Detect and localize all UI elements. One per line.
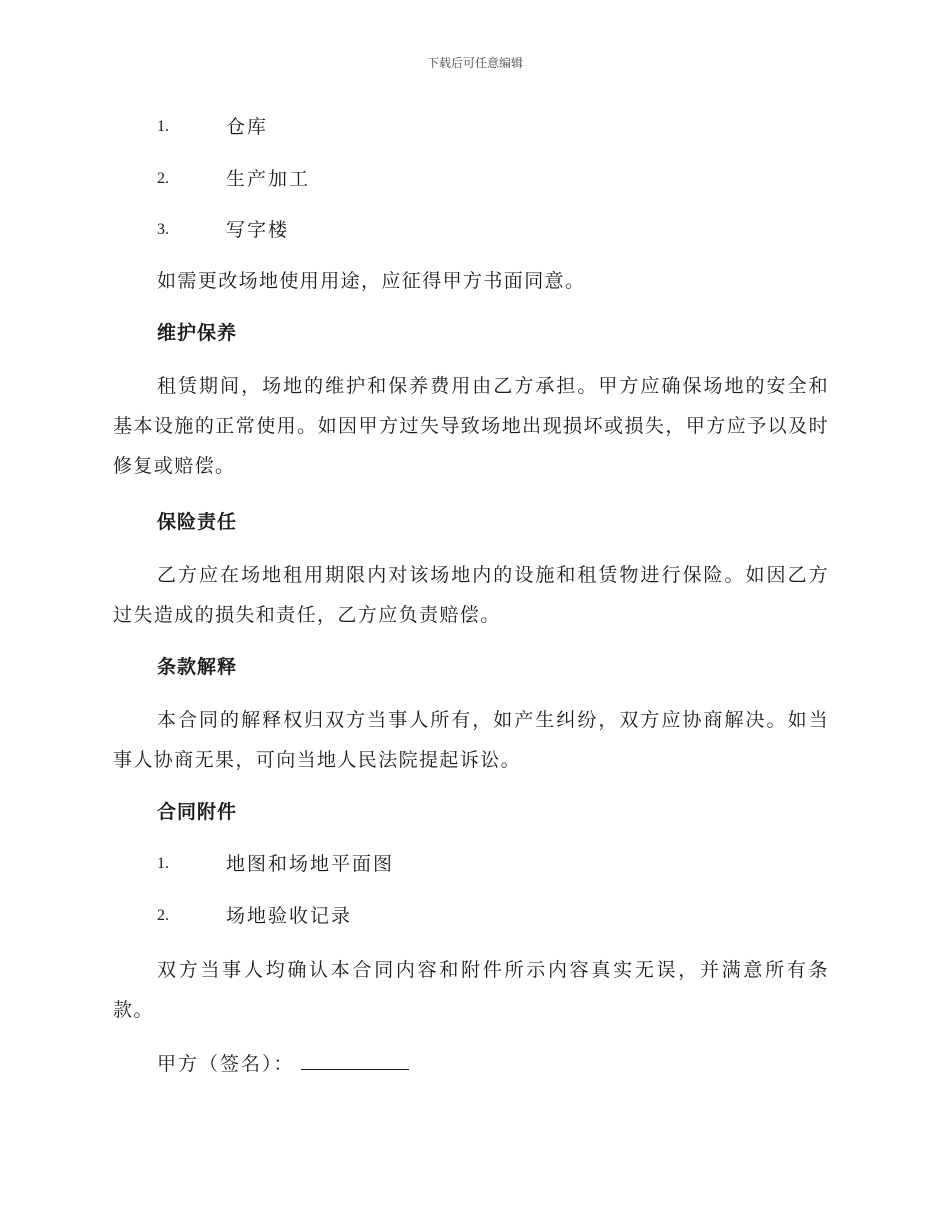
list-number: 1. (157, 118, 169, 135)
list-number: 2. (157, 170, 169, 187)
list-text: 场地验收记录 (226, 905, 353, 927)
signature-label: 甲方（签名）： (157, 1053, 295, 1075)
list-text: 写字楼 (226, 219, 290, 241)
signature-line-party-a (157, 1047, 409, 1079)
signature-blank[interactable] (301, 1047, 409, 1070)
list-text: 地图和场地平面图 (226, 853, 395, 875)
list-text: 生产加工 (226, 168, 311, 190)
paragraph-insurance: 乙方应在场地租用期限内对该场地内的设施和租赁物进行保险。如因乙方过失造成的损失和责任，乙方应负责赔偿。 (113, 564, 829, 626)
list-number: 3. (157, 221, 169, 238)
list-number: 1. (157, 855, 169, 872)
list-text: 仓库 (226, 116, 269, 138)
section-heading-maintenance: 维护保养 (157, 322, 238, 344)
paragraph-interpretation: 本合同的解释权归双方当事人所有，如产生纠纷，双方应协商解决。如当事人协商无果，可向当地人民法院提起诉讼。 (113, 709, 829, 771)
paragraph-confirmation: 双方当事人均确认本合同内容和附件所示内容真实无误，并满意所有条款。 (113, 959, 829, 1021)
page-header: 下载后可任意编辑 (426, 56, 523, 70)
section-heading-attachments: 合同附件 (157, 801, 238, 823)
section-heading-interpretation: 条款解释 (157, 656, 238, 678)
list-number: 2. (157, 907, 169, 924)
paragraph-maintenance: 租赁期间，场地的维护和保养费用由乙方承担。甲方应确保场地的安全和基本设施的正常使用。如因甲方过失导致场地出现损坏或损失，甲方应予以及时修复或赔偿。 (113, 375, 829, 477)
section-heading-insurance: 保险责任 (157, 511, 238, 533)
usage-note: 如需更改场地使用用途，应征得甲方书面同意。 (157, 270, 586, 292)
